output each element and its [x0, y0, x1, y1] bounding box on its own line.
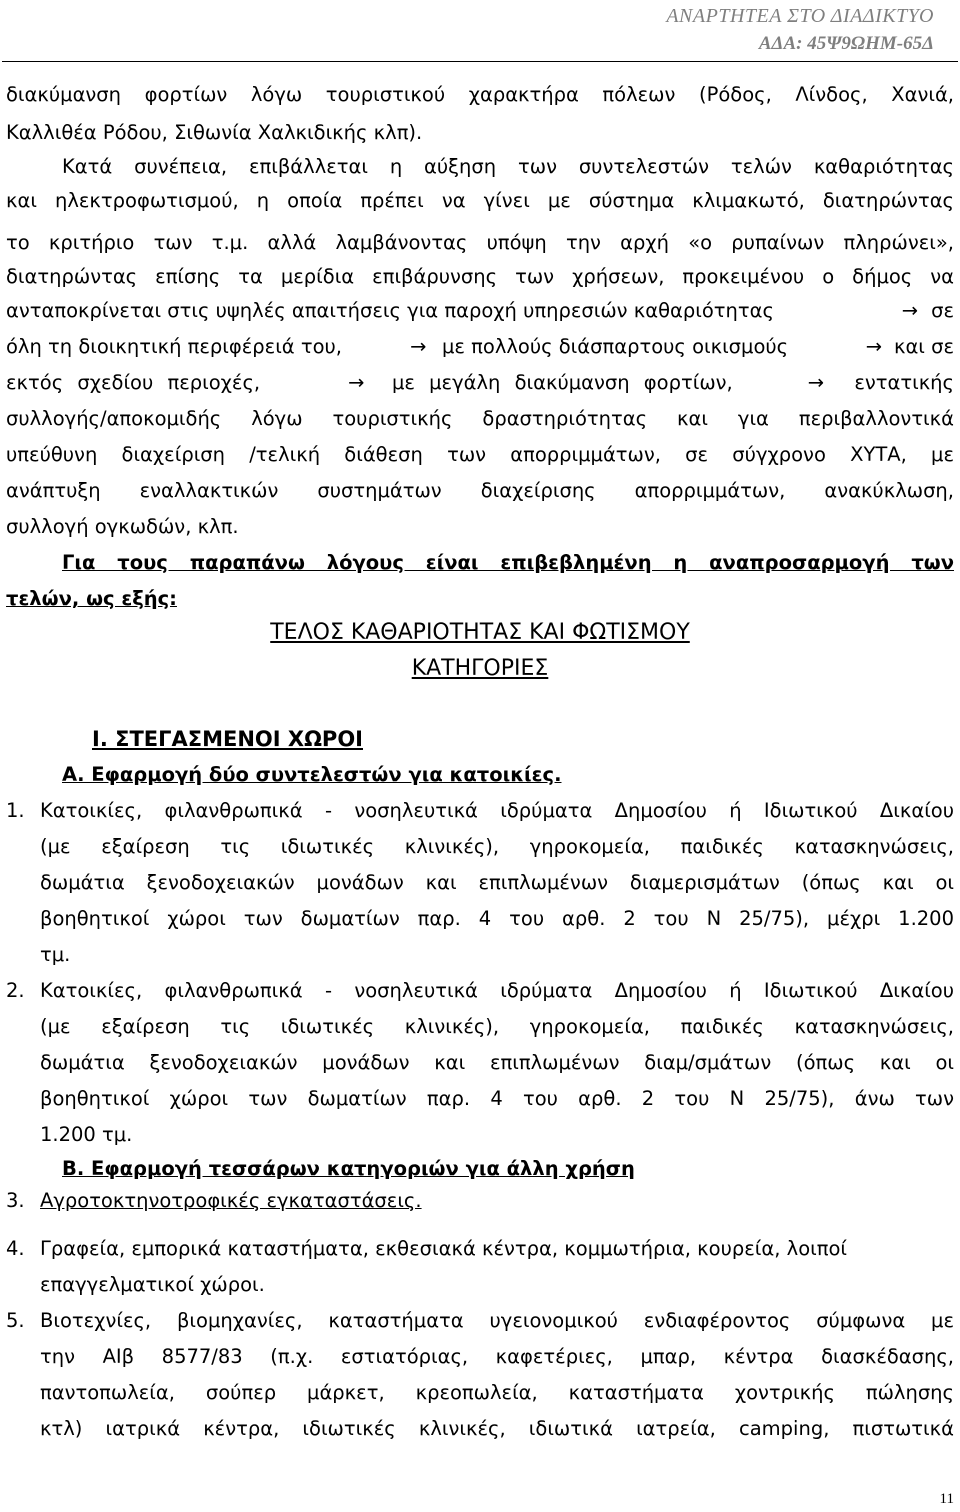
item-3-line-1: Αγροτοκτηνοτροφικές εγκαταστάσεις. [40, 1189, 422, 1212]
intro-line-6: διατηρώντας επίσης τα μερίδια επιβάρυνσης των χρήσεων, προκειμένου ο δήμος να [6, 265, 954, 288]
adjustment-heading-line-2: τελών, ως εξής: [6, 587, 177, 610]
page-header [666, 2, 934, 58]
item-1-line-2: (με εξαίρεση τις ιδιωτικές κλινικές), γηροκομεία, παιδικές κατασκηνώσεις, [40, 835, 954, 858]
intro-line-10: συλλογής/αποκομιδής λόγω τουριστικής δραστηριότητας και για περιβαλλοντικά [6, 407, 954, 430]
intro-line-5: το κριτήριο των τ.μ. αλλά λαμβάνοντας υπόψη την αρχή «ο ρυπαίνων πληρώνει», [6, 231, 954, 254]
item-4-line-1: Γραφεία, εμπορικά καταστήματα, εκθεσιακά κέντρα, κομμωτήρια, κουρεία, λοιποί [40, 1237, 847, 1260]
item-2-line-4: βοηθητικοί χώροι των δωματίων παρ. 4 του αρθ. 2 του Ν 25/75), άνω των [40, 1087, 954, 1110]
subsection-b-heading: Β. Εφαρμογή τεσσάρων κατηγοριών για άλλη χρήση [62, 1157, 635, 1180]
header-rule [2, 61, 958, 62]
page-number: 11 [939, 1491, 954, 1507]
intro-line-11: υπεύθυνη διαχείριση /τελική διάθεση των απορριμμάτων, σε σύγχρονο ΧΥΤΑ, με [6, 443, 954, 466]
intro-line-8-end: και σε [893, 335, 954, 358]
intro-line-7 [6, 294, 954, 328]
intro-line-8-mid: με πολλούς διάσπαρτους οικισμούς [442, 335, 789, 358]
intro-line-8 [6, 330, 954, 364]
subsection-a-heading: Α. Εφαρμογή δύο συντελεστών για κατοικίες. [62, 763, 562, 786]
header-ada-code: ΑΔΑ: 45Ψ9ΩΗΜ-65Δ [758, 33, 934, 54]
intro-line-3: Κατά συνέπεια, επιβάλλεται η αύξηση των συντελεστών τελών καθαριότητας [62, 155, 954, 178]
intro-line-9-mid: με μεγάλη διακύμανση φορτίων, [392, 371, 733, 394]
intro-line-9 [6, 366, 954, 400]
intro-line-7-end: σε [931, 299, 954, 322]
intro-line-9-end: εντατικής [854, 371, 954, 394]
item-1-line-4: βοηθητικοί χώροι των δωματίων παρ. 4 του αρθ. 2 του Ν 25/75), μέχρι 1.200 [40, 907, 954, 930]
item-1-line-5: τμ. [40, 943, 71, 966]
intro-line-7-text: ανταποκρίνεται στις υψηλές απαιτήσεις για παροχή υπηρεσιών καθαριότητας [6, 299, 774, 322]
item-2-number: 2. [6, 979, 25, 1002]
item-2-line-5: 1.200 τμ. [40, 1123, 133, 1146]
item-2-line-2: (με εξαίρεση τις ιδιωτικές κλινικές), γηροκομεία, παιδικές κατασκηνώσεις, [40, 1015, 954, 1038]
adjustment-heading-line-1: Για τους παραπάνω λόγους είναι επιβεβλημένη η αναπροσαρμογή των [62, 551, 954, 574]
arrow-icon: → [348, 371, 365, 394]
arrow-icon: → [807, 371, 824, 394]
item-1-number: 1. [6, 799, 25, 822]
item-5-line-4: κτλ) ιατρικά κέντρα, ιδιωτικές κλινικές, ιδιωτικά ιατρεία, camping, πιστωτικά [40, 1417, 954, 1440]
intro-line-4: και ηλεκτροφωτισμού, η οποία πρέπει να γίνει με σύστημα κλιμακωτό, διατηρώντας [6, 189, 954, 212]
arrow-icon: → [410, 335, 427, 358]
item-2-line-3: δωμάτια ξενοδοχειακών μονάδων και επιπλωμένων διαμ/σμάτων (όπως και οι [40, 1051, 954, 1074]
section-covered-spaces: Ι. ΣΤΕΓΑΣΜΕΝΟΙ ΧΩΡΟΙ [92, 727, 363, 751]
item-4-line-2: επαγγελματικοί χώροι. [40, 1273, 265, 1296]
item-3-number: 3. [6, 1189, 25, 1212]
item-1-line-1: Κατοικίες, φιλανθρωπικά - νοσηλευτικά ιδρύματα Δημοσίου ή Ιδιωτικού Δικαίου [40, 799, 954, 822]
categories-title: ΚΑΤΗΓΟΡΙΕΣ [411, 656, 549, 681]
item-1-line-3: δωμάτια ξενοδοχειακών μονάδων και επιπλωμένων διαμερισμάτων (όπως και οι [40, 871, 954, 894]
item-4-number: 4. [6, 1237, 25, 1260]
item-5-number: 5. [6, 1309, 25, 1332]
item-5-line-3: παντοπωλεία, σούπερ μάρκετ, κρεοπωλεία, καταστήματα χοντρικής πώλησης [40, 1381, 954, 1404]
intro-line-8-text: όλη τη διοικητική περιφέρειά του, [6, 335, 343, 358]
arrow-icon: → [901, 299, 918, 322]
arrow-icon: → [865, 335, 882, 358]
intro-line-2: Καλλιθέα Ρόδου, Σιθωνία Χαλκιδικής κλπ). [6, 121, 423, 144]
intro-line-1: διακύμανση φορτίων λόγω τουριστικού χαρακτήρα πόλεων (Ρόδος, Λίνδος, Χανιά, [6, 83, 954, 106]
item-5-line-1: Βιοτεχνίες, βιομηχανίες, καταστήματα υγειονομικού ενδιαφέροντος σύμφωνα με [40, 1309, 954, 1332]
item-2-line-1: Κατοικίες, φιλανθρωπικά - νοσηλευτικά ιδρύματα Δημοσίου ή Ιδιωτικού Δικαίου [40, 979, 954, 1002]
intro-line-13: συλλογή ογκωδών, κλπ. [6, 515, 239, 538]
intro-line-12: ανάπτυξη εναλλακτικών συστημάτων διαχείρισης απορριμμάτων, ανακύκλωση, [6, 479, 954, 502]
item-5-line-2: την ΑΙβ 8577/83 (π.χ. εστιατόριας, καφετέριες, μπαρ, κέντρα διασκέδασης, [40, 1345, 954, 1368]
fee-title: ΤΕΛΟΣ ΚΑΘΑΡΙΟΤΗΤΑΣ ΚΑΙ ΦΩΤΙΣΜΟΥ [270, 620, 690, 645]
header-publish-note: ΑΝΑΡΤΗΤΕΑ ΣΤΟ ΔΙΑΔΙΚΤΥΟ [666, 5, 934, 27]
intro-line-9-text: εκτός σχεδίου περιοχές, [6, 371, 261, 394]
